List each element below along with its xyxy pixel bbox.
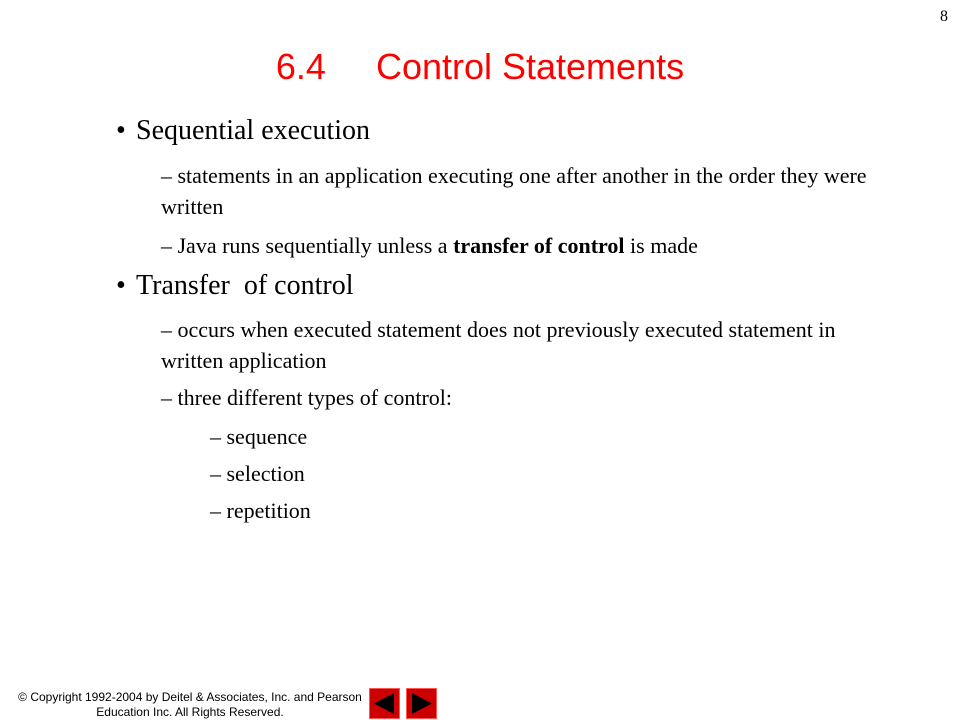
control-type-item: – sequence [210,424,308,449]
copyright-line: © Copyright 1992-2004 by Deitel & Associates, Inc. and Pearson [18,690,362,704]
bullet-transfer-of-control [116,270,353,302]
bullet-label: Transfer of control [136,270,354,301]
bullet-label: Sequential execution [136,115,371,146]
control-type-item: – repetition [210,498,311,523]
control-type-item: – selection [210,461,305,486]
slide-title: 6.4 Control Statements [275,46,685,87]
sub-bullet-occurs-when: – occurs when executed statement does not previously executed statement in written application [161,317,836,373]
bullet-dot: • [116,115,126,146]
sub-bullet-text: is made [624,233,698,258]
next-slide-button[interactable] [406,688,437,719]
left-arrow-icon [370,689,399,718]
bullet-dot: • [116,270,126,301]
sub-bullet-statements: – statements in an application executing one after another in the order they were written [161,163,867,219]
sub-bullet-text: – Java runs sequentially unless a [161,233,454,258]
right-arrow-icon [407,689,436,718]
sub-bullet-three-types: – three different types of control: [161,385,452,410]
bullet-sequential-execution [116,115,370,147]
copyright-line: Education Inc. All Rights Reserved. [96,705,284,719]
emphasis-transfer-of-control: transfer of control [453,233,625,258]
copyright-footer [14,690,366,720]
sub-bullet-java-runs [161,230,881,261]
previous-slide-button[interactable] [369,688,400,719]
page-number: 8 [940,8,948,25]
